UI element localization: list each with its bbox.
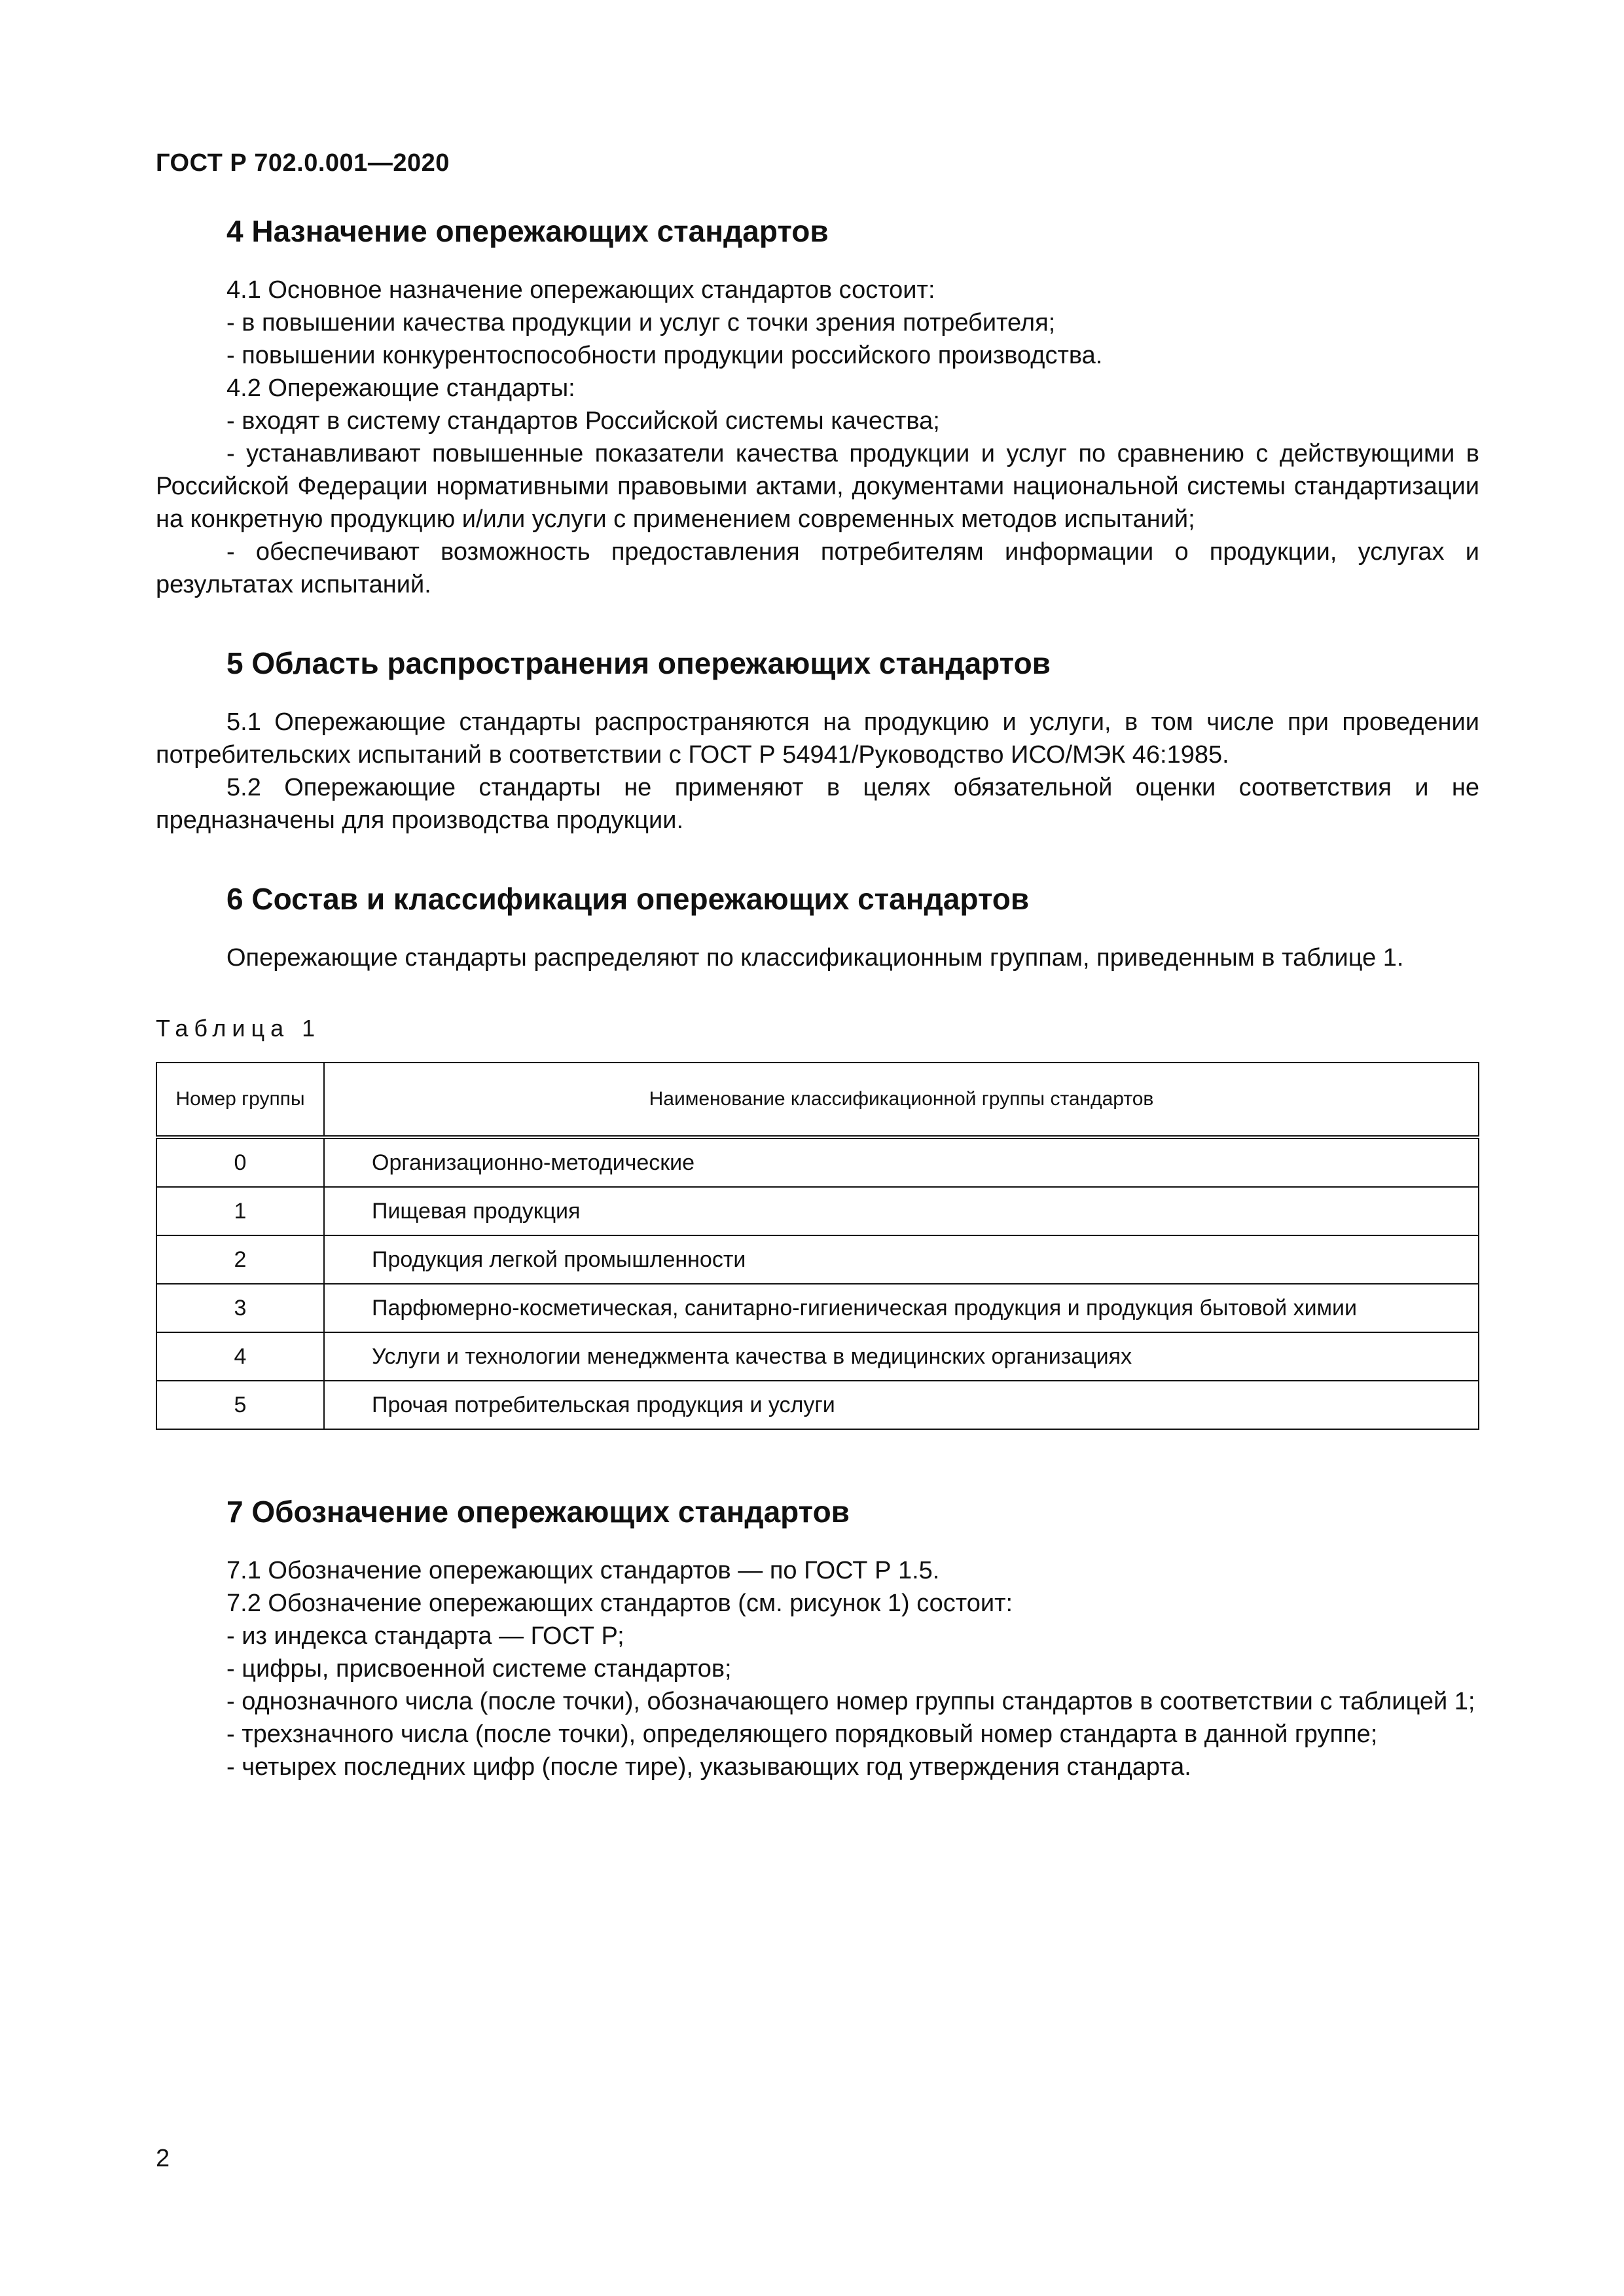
- list-item: - в повышении качества продукции и услуг с точки зрения потребителя;: [226, 309, 1056, 337]
- section-6: [156, 876, 1479, 1430]
- list-item: - входят в систему стандартов Российской системы качества;: [226, 407, 940, 435]
- classification-table: [156, 1062, 1479, 1430]
- section-7: [156, 1489, 1479, 1783]
- table-row: [156, 1381, 1479, 1429]
- table-caption: Таблица 1: [156, 1015, 321, 1042]
- section-4-title: 4 Назначение опережающих стандартов: [226, 214, 829, 248]
- section-7-title: 7 Обозначение опережающих стандартов: [226, 1495, 850, 1529]
- list-item: - из индекса стандарта — ГОСТ Р;: [226, 1622, 624, 1650]
- column-header-group-name: Наименование классификационной группы стандартов: [324, 1063, 1479, 1137]
- column-header-group-number: Номер группы: [156, 1063, 324, 1137]
- table-row: [156, 1284, 1479, 1332]
- paragraph: 4.2 Опережающие стандарты:: [226, 374, 575, 402]
- list-item: - однозначного числа (после точки), обозначающего номер группы стандартов в соответствии с таблицей 1;: [226, 1688, 1475, 1715]
- group-name-cell: Организационно-методические: [324, 1137, 1479, 1187]
- page-number: 2: [156, 2145, 170, 2172]
- list-item: - обеспечивают возможность предоставления потребителям информации о продукции, услугах и результатах испытаний.: [156, 538, 1479, 598]
- section-6-title: 6 Состав и классификация опережающих стандартов: [226, 882, 1030, 916]
- group-name-cell: Пищевая продукция: [324, 1187, 1479, 1235]
- group-name-cell: Услуги и технологии менеджмента качества в медицинских организациях: [324, 1332, 1479, 1381]
- group-name-cell: Продукция легкой промышленности: [324, 1235, 1479, 1284]
- paragraph: 4.1 Основное назначение опережающих стандартов состоит:: [226, 276, 935, 304]
- paragraph: 5.1 Опережающие стандарты распространяются на продукцию и услуги, в том числе при проведении потребительских испытаний в соответствии с ГОСТ Р 54941/Руководство ИСО/МЭК 46:1985.: [156, 708, 1479, 769]
- table-row: [156, 1187, 1479, 1235]
- list-item: - четырех последних цифр (после тире), указывающих год утверждения стандарта.: [226, 1753, 1191, 1781]
- group-number-cell: 0: [156, 1137, 324, 1187]
- group-number-cell: 4: [156, 1332, 324, 1381]
- group-number-cell: 1: [156, 1187, 324, 1235]
- document-code-header: ГОСТ Р 702.0.001—2020: [156, 149, 450, 177]
- table-header-row: [156, 1063, 1479, 1137]
- group-number-cell: 3: [156, 1284, 324, 1332]
- table-row: [156, 1137, 1479, 1187]
- list-item: - трехзначного числа (после точки), определяющего порядковый номер стандарта в данной группе;: [226, 1721, 1378, 1748]
- paragraph: 7.1 Обозначение опережающих стандартов — по ГОСТ Р 1.5.: [226, 1557, 940, 1584]
- list-item: - устанавливают повышенные показатели качества продукции и услуг по сравнению с действующими в Российской Федерации нормативными правовыми актами, документами национальной системы стандартизации на конкретную продукцию и/или услуги с применением современных методов испытаний;: [156, 440, 1479, 533]
- section-4: [156, 208, 1479, 601]
- list-item: - цифры, присвоенной системе стандартов;: [226, 1655, 732, 1683]
- paragraph: 7.2 Обозначение опережающих стандартов (см. рисунок 1) состоит:: [226, 1590, 1013, 1617]
- list-item: - повышении конкурентоспособности продукции российского производства.: [226, 342, 1103, 369]
- group-number-cell: 5: [156, 1381, 324, 1429]
- section-5: [156, 640, 1479, 837]
- group-name-cell: Парфюмерно-косметическая, санитарно-гигиеническая продукция и продукция бытовой химии: [324, 1284, 1479, 1332]
- table-row: [156, 1332, 1479, 1381]
- paragraph: Опережающие стандарты распределяют по классификационным группам, приведенным в таблице 1.: [226, 944, 1404, 972]
- section-5-title: 5 Область распространения опережающих стандартов: [226, 646, 1051, 680]
- table-row: [156, 1235, 1479, 1284]
- group-number-cell: 2: [156, 1235, 324, 1284]
- group-name-cell: Прочая потребительская продукция и услуги: [324, 1381, 1479, 1429]
- document-body: [156, 208, 1479, 1823]
- paragraph: 5.2 Опережающие стандарты не применяют в целях обязательной оценки соответствия и не предназначены для производства продукции.: [156, 774, 1479, 834]
